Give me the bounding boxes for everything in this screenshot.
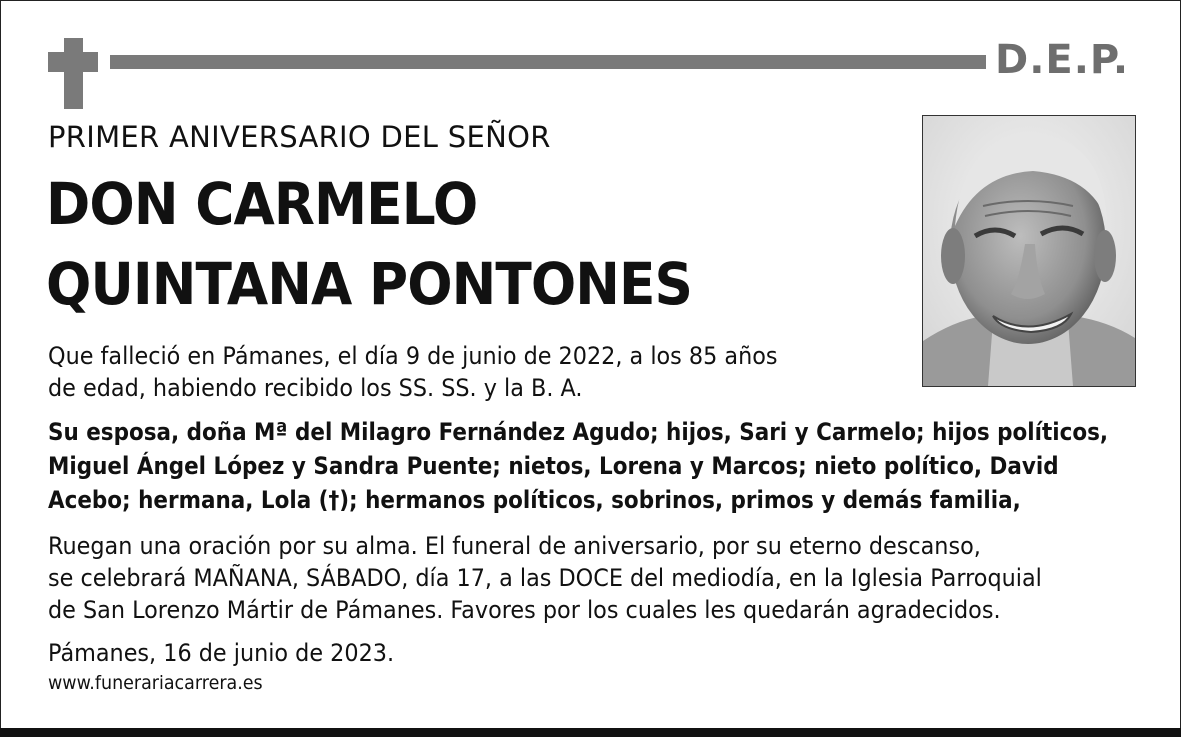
deceased-name-line2: QUINTANA PONTONES xyxy=(46,250,693,318)
website-link[interactable]: www.funerariacarrera.es xyxy=(48,672,263,694)
funeral-details xyxy=(48,530,1042,626)
bottom-rule xyxy=(0,728,1181,737)
place-date: Pámanes, 16 de junio de 2023. xyxy=(48,639,395,667)
cross-icon-arm xyxy=(48,52,98,72)
funeral-line: se celebrará MAÑANA, SÁBADO, día 17, a las DOCE del mediodía, en la Iglesia Parroquial xyxy=(48,564,1042,592)
funeral-line: de San Lorenzo Mártir de Pámanes. Favores por los cuales les quedarán agradecidos. xyxy=(48,596,1001,624)
death-line: Que falleció en Pámanes, el día 9 de junio de 2022, a los 85 años xyxy=(48,342,778,370)
family-list xyxy=(48,416,1108,518)
notice-subtitle: PRIMER ANIVERSARIO DEL SEÑOR xyxy=(48,120,551,154)
funeral-line: Ruegan una oración por su alma. El funeral de aniversario, por su eterno descanso, xyxy=(48,532,981,560)
portrait-photo xyxy=(922,115,1136,387)
family-line: Acebo; hermana, Lola (†); hermanos políticos, sobrinos, primos y demás familia, xyxy=(48,486,1021,514)
death-line: de edad, habiendo recibido los SS. SS. y la B. A. xyxy=(48,374,583,402)
family-line: Su esposa, doña Mª del Milagro Fernández Agudo; hijos, Sari y Carmelo; hijos políticos, xyxy=(48,418,1109,446)
cross-icon xyxy=(64,38,83,109)
header-rule xyxy=(110,55,986,69)
dep-label: D.E.P. xyxy=(995,37,1130,83)
death-details xyxy=(48,340,778,404)
family-line: Miguel Ángel López y Sandra Puente; nietos, Lorena y Marcos; nieto político, David xyxy=(48,452,1059,480)
deceased-name-line1: DON CARMELO xyxy=(46,170,478,238)
